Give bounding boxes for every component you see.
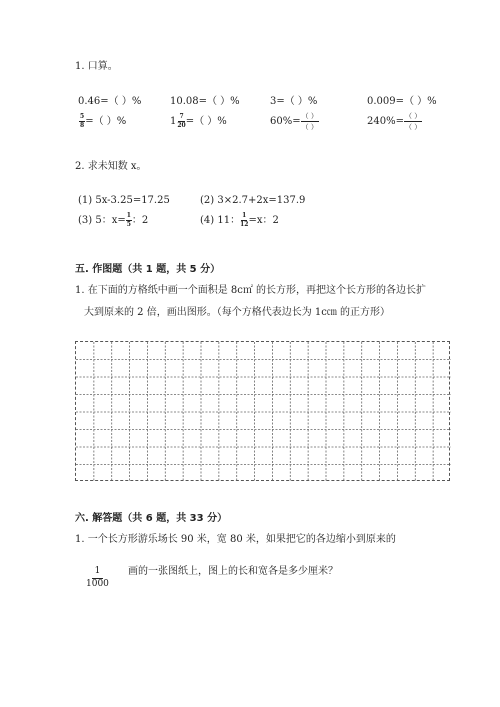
section5-line-2: 大到原来的 2 倍，画出图形。（每个方格代表边长为 1c㎝ 的正方形） bbox=[84, 307, 391, 318]
q2-item-4-post: =x：2 bbox=[248, 215, 279, 226]
section6-line-2: 画的一张图纸上，图上的长和宽各是多少厘米？ bbox=[128, 566, 338, 577]
q2-item-3 bbox=[78, 213, 148, 228]
q1-item-6 bbox=[170, 114, 227, 129]
fraction-numerator: （ ） bbox=[301, 112, 318, 120]
q2-item-3-post: ：2 bbox=[131, 215, 149, 226]
grid-lines bbox=[76, 342, 451, 482]
q1-item-5 bbox=[79, 114, 126, 129]
fraction-numerator: 1 bbox=[242, 212, 247, 219]
fraction-numerator: 1 bbox=[92, 566, 104, 579]
fraction-denominator: 5 bbox=[126, 221, 131, 228]
fraction bbox=[240, 213, 248, 228]
q2-title: 2. 求未知数 x。 bbox=[75, 161, 147, 172]
fraction bbox=[177, 114, 185, 129]
fraction-numerator: 5 bbox=[80, 113, 85, 120]
section6-heading: 六. 解答题（共 6 题，共 33 分） bbox=[75, 513, 228, 524]
q1-item-6-rest: =（ ）% bbox=[185, 116, 227, 127]
q2-item-1: (1) 5x-3.25=17.25 bbox=[78, 195, 170, 206]
fraction-denominator: （ ） bbox=[301, 123, 318, 131]
q1-item-4: 0.009=（ ）% bbox=[367, 96, 437, 107]
q2-item-4 bbox=[200, 213, 279, 228]
q1-item-3: 3=（ ）% bbox=[270, 96, 318, 107]
fraction-denominator: （ ） bbox=[404, 123, 422, 131]
q2-item-4-pre: (4) 11： bbox=[200, 215, 241, 226]
fraction-denominator: 1000 bbox=[86, 579, 109, 589]
q1-item-2: 10.08=（ ）% bbox=[170, 96, 240, 107]
q1-item-8 bbox=[367, 112, 422, 131]
section5-heading: 五. 作图题（共 1 题，共 5 分） bbox=[75, 264, 221, 275]
q1-item-7-lead: 60%= bbox=[270, 116, 301, 127]
fraction-numerator: 7 bbox=[179, 113, 184, 120]
q1-item-8-lead: 240%= bbox=[367, 116, 404, 127]
q1-title: 1. 口算。 bbox=[75, 61, 118, 72]
q1-item-7 bbox=[270, 112, 319, 131]
blank-fraction bbox=[301, 112, 319, 131]
section5-line-1: 1. 在下面的方格纸中画一个面积是 8c㎡ 的长方形，再把这个长方形的各边长扩 bbox=[75, 285, 427, 296]
fraction bbox=[86, 566, 109, 590]
blank-fraction bbox=[404, 112, 422, 131]
q2-item-3-pre: (3) 5：x= bbox=[78, 215, 126, 226]
fraction-numerator: 1 bbox=[126, 212, 131, 219]
fraction-denominator: 8 bbox=[80, 122, 85, 129]
fraction-numerator: （ ） bbox=[404, 112, 422, 120]
mixed-number bbox=[170, 114, 186, 129]
section6-line-1: 1. 一个长方形游乐场长 90 米，宽 80 米，如果把它的各边缩小到原来的 bbox=[75, 534, 396, 545]
q1-item-1: 0.46=（ ）% bbox=[78, 96, 142, 107]
q1-item-5-rest: =（ ）% bbox=[85, 116, 127, 127]
fraction-denominator: 12 bbox=[240, 221, 249, 228]
scale-fraction bbox=[86, 558, 109, 590]
grid-paper[interactable] bbox=[75, 341, 450, 481]
q2-item-2: (2) 3×2.7+2x=137.9 bbox=[200, 195, 306, 206]
fraction-denominator: 20 bbox=[177, 122, 186, 129]
mixed-whole: 1 bbox=[170, 116, 177, 127]
